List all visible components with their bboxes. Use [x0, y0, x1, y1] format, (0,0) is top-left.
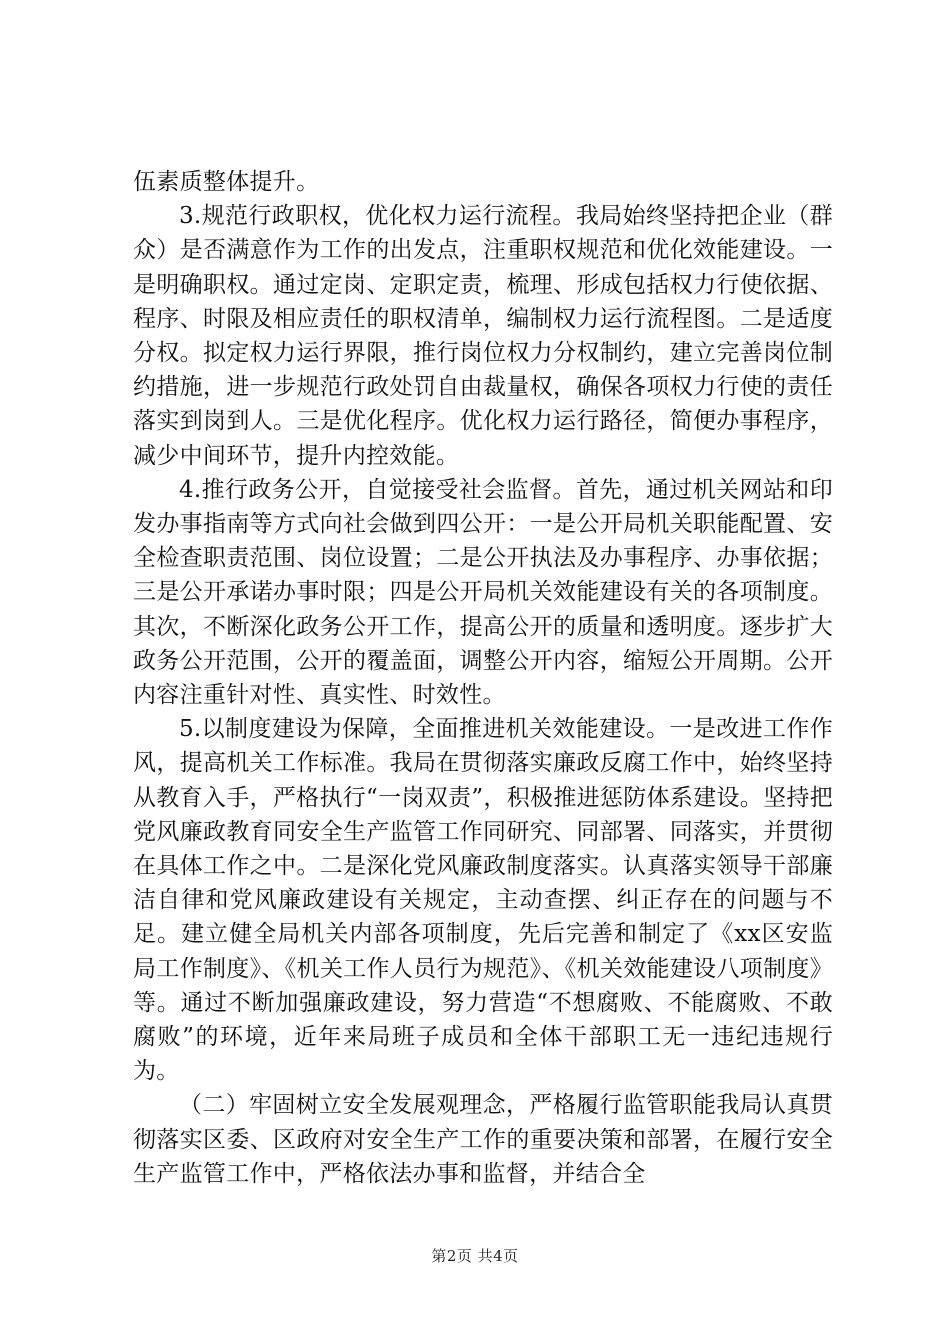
paragraph-item-3: 3.规范行政职权，优化权力运行流程。我局始终坚持把企业（群众）是否满意作为工作的出发点，注重职权规范和优化效能建设。一是明确职权。通过定岗、定职定责，梳理、形成包括权力行使依据、程序、时限及相应责任的职权清单，编制权力运行流程图。二是适度分权。拟定权力运行界限，推行岗位权力分权制约，建立完善岗位制约措施，进一步规范行政处罚自由裁量权，确保各项权力行使的责任落实到岗到人。三是优化程序。优化权力运行路径，简便办事程序，减少中间环节，提升内控效能。 — [133, 203, 833, 469]
paragraph-item-5: 5.以制度建设为保障，全面推进机关效能建设。一是改进工作作风，提高机关工作标准。我局在贯彻落实廉政反腐工作中，始终坚持从教育入手，严格执行“一岗双责”，积极推进惩防体系建设。坚持把党风廉政教育同安全生产监管工作同研究、同部署、同落实，并贯彻在具体工作之中。二是深化党风廉政制度落实。认真落实领导干部廉洁自律和党风廉政建设有关规定，主动查摆、纠正存在的问题与不足。建立健全局机关内部各项制度，先后完善和制定了《xx区安监局工作制度》、《机关工作人员行为规范》、《机关效能建设八项制度》等。通过不断加强廉政建设，努力营造“不想腐败、不能腐败、不敢腐败”的环境，近年来局班子成员和全体干部职工无一违纪违规行为。 — [133, 716, 833, 1085]
paragraph-section-2: （二）牢固树立安全发展观理念，严格履行监管职能我局认真贯彻落实区委、区政府对安全生产工作的重要决策和部署，在履行安全生产监管工作中，严格依法办事和监督，并结合全 — [133, 1092, 833, 1187]
paragraph-continuation: 伍素质整体提升。 — [133, 169, 320, 195]
page-footer: 第2页 共4页 — [431, 1247, 519, 1265]
document-body — [133, 165, 833, 1191]
paragraph-item-4: 4.推行政务公开，自觉接受社会监督。首先，通过机关网站和印发办事指南等方式向社会做到四公开：一是公开局机关职能配置、安全检查职责范围、岗位设置；二是公开执法及办事程序、办事依据；三是公开承诺办事时限；四是公开局机关效能建设有关的各项制度。其次，不断深化政务公开工作，提高公开的质量和透明度。逐步扩大政务公开范围，公开的覆盖面，调整公开内容，缩短公开周期。公开内容注重针对性、真实性、时效性。 — [133, 476, 833, 709]
